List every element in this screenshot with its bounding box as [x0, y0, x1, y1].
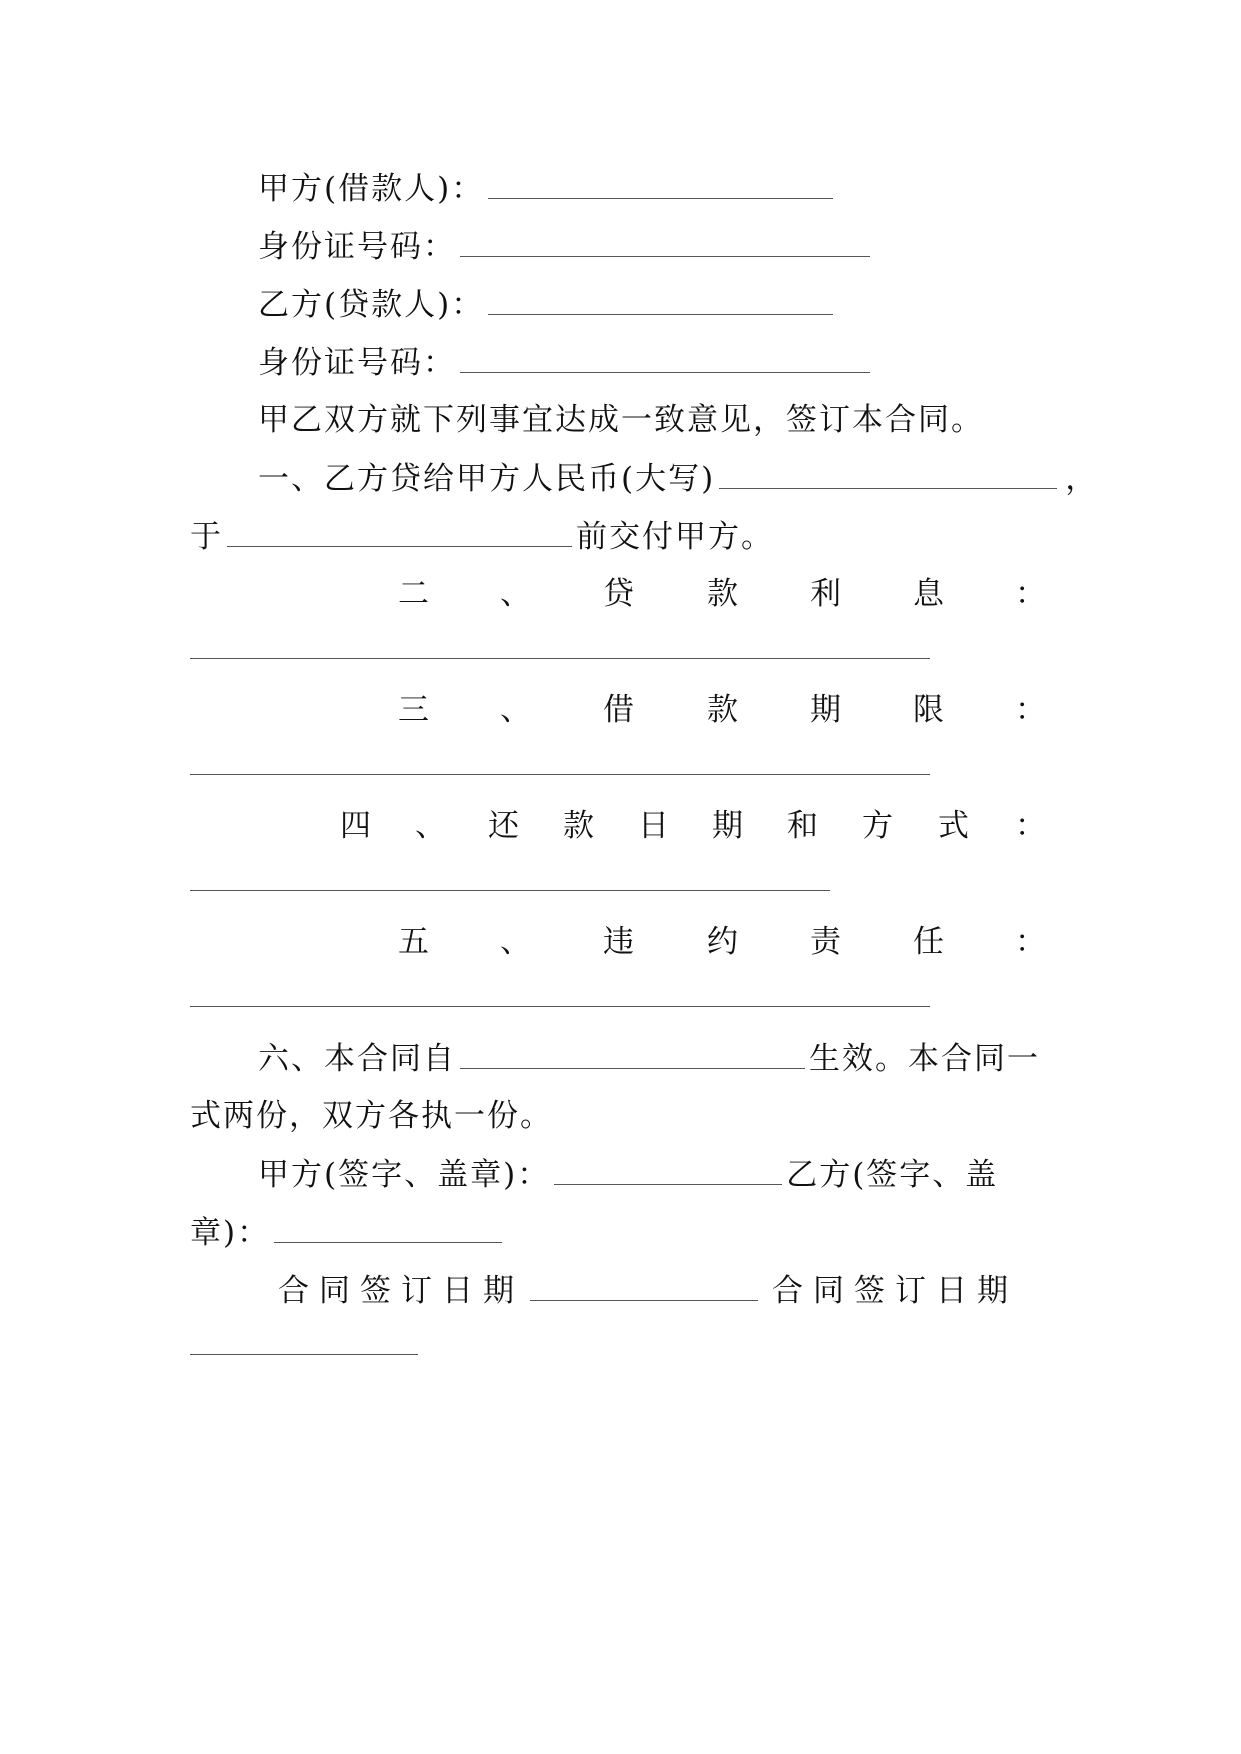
party-a-name-field[interactable] — [488, 168, 833, 199]
clause-4-char: 还 — [488, 808, 519, 844]
clause-6-prefix: 六、本合同自 — [258, 1041, 456, 1077]
interest-field[interactable] — [190, 658, 930, 659]
clause-4-char: 期 — [712, 808, 743, 844]
clause-2-char: 利 — [810, 576, 841, 612]
intro-text: 甲乙双方就下列事宜达成一致意见，签订本合同。 — [258, 402, 984, 438]
party-b-signature-label: 乙方(签字、盖 — [786, 1157, 999, 1193]
party-b-id-field[interactable] — [460, 342, 870, 373]
party-a-signature-field[interactable] — [554, 1154, 782, 1185]
party-a-id-label: 身份证号码： — [258, 229, 456, 265]
clause-2-char: 、 — [500, 576, 531, 612]
clause-1-suffix: ， — [1065, 461, 1099, 497]
clause-3-char: ： — [1015, 692, 1046, 728]
clause-4-char: 四 — [340, 808, 371, 844]
clause-3-char: 、 — [500, 692, 531, 728]
clause-3-char: 三 — [398, 692, 429, 728]
clause-1-line-2 — [190, 516, 1050, 557]
repayment-field[interactable] — [190, 890, 830, 891]
clause-2-char: 息 — [913, 576, 944, 612]
signature-line — [258, 1154, 1118, 1195]
date-line — [278, 1270, 1138, 1311]
clause-1-line2-suffix: 前交付甲方。 — [576, 519, 774, 555]
party-a-signature-label: 甲方(签字、盖章)： — [258, 1157, 551, 1193]
clause-5-char: 约 — [707, 924, 738, 960]
party-a-id-field[interactable] — [460, 226, 870, 257]
party-a-date-label: 合同签订日期 — [278, 1273, 524, 1309]
party-b-name-field[interactable] — [488, 284, 833, 315]
party-b-signature-field[interactable] — [274, 1212, 502, 1243]
clause-6-line — [258, 1038, 1118, 1079]
clause-4-char: 日 — [638, 808, 669, 844]
clause-5-char: 五 — [398, 924, 429, 960]
party-b-id-line — [258, 342, 1118, 383]
party-b-line — [258, 284, 1118, 325]
clause-3-char: 借 — [603, 692, 634, 728]
clause-2-char: 款 — [707, 576, 738, 612]
clause-1-line — [258, 458, 1118, 499]
clause-5-char: 违 — [603, 924, 634, 960]
party-a-id-line — [258, 226, 1118, 267]
signature-line-2 — [190, 1212, 1050, 1253]
party-b-date-label: 合同签订日期 — [772, 1273, 1018, 1309]
clause-5-char: 责 — [810, 924, 841, 960]
clause-5-char: ： — [1015, 924, 1046, 960]
clause-2-char: ： — [1015, 576, 1046, 612]
party-a-date-field[interactable] — [530, 1270, 758, 1301]
clause-2-char: 贷 — [603, 576, 634, 612]
clause-1-prefix: 一、乙方贷给甲方人民币(大写) — [258, 461, 716, 497]
clause-1-line2-prefix: 于 — [190, 519, 223, 555]
clause-5-char: 、 — [500, 924, 531, 960]
liability-field[interactable] — [190, 1006, 930, 1007]
party-b-date-field[interactable] — [190, 1354, 418, 1355]
effective-date-field[interactable] — [460, 1038, 805, 1069]
clause-4-char: 式 — [938, 808, 969, 844]
delivery-date-field[interactable] — [227, 516, 572, 547]
clause-6-suffix: 生效。本合同一 — [809, 1041, 1040, 1077]
party-b-label: 乙方(贷款人)： — [258, 287, 485, 323]
party-a-line — [258, 168, 1118, 209]
clause-2-char: 二 — [398, 576, 429, 612]
clause-4-char: ： — [1015, 808, 1046, 844]
loan-term-field[interactable] — [190, 774, 930, 775]
clause-4-char: 、 — [415, 808, 446, 844]
loan-amount-field[interactable] — [719, 458, 1057, 489]
clause-3-char: 限 — [913, 692, 944, 728]
clause-4-char: 方 — [862, 808, 893, 844]
clause-6-line-2: 式两份，双方各执一份。 — [190, 1098, 553, 1134]
clause-4-char: 款 — [563, 808, 594, 844]
clause-4-char: 和 — [787, 808, 818, 844]
clause-3-char: 款 — [707, 692, 738, 728]
clause-5-char: 任 — [913, 924, 944, 960]
clause-3-char: 期 — [810, 692, 841, 728]
party-a-label: 甲方(借款人)： — [258, 171, 485, 207]
party-b-signature-label-cont: 章)： — [190, 1215, 271, 1251]
party-b-id-label: 身份证号码： — [258, 345, 456, 381]
